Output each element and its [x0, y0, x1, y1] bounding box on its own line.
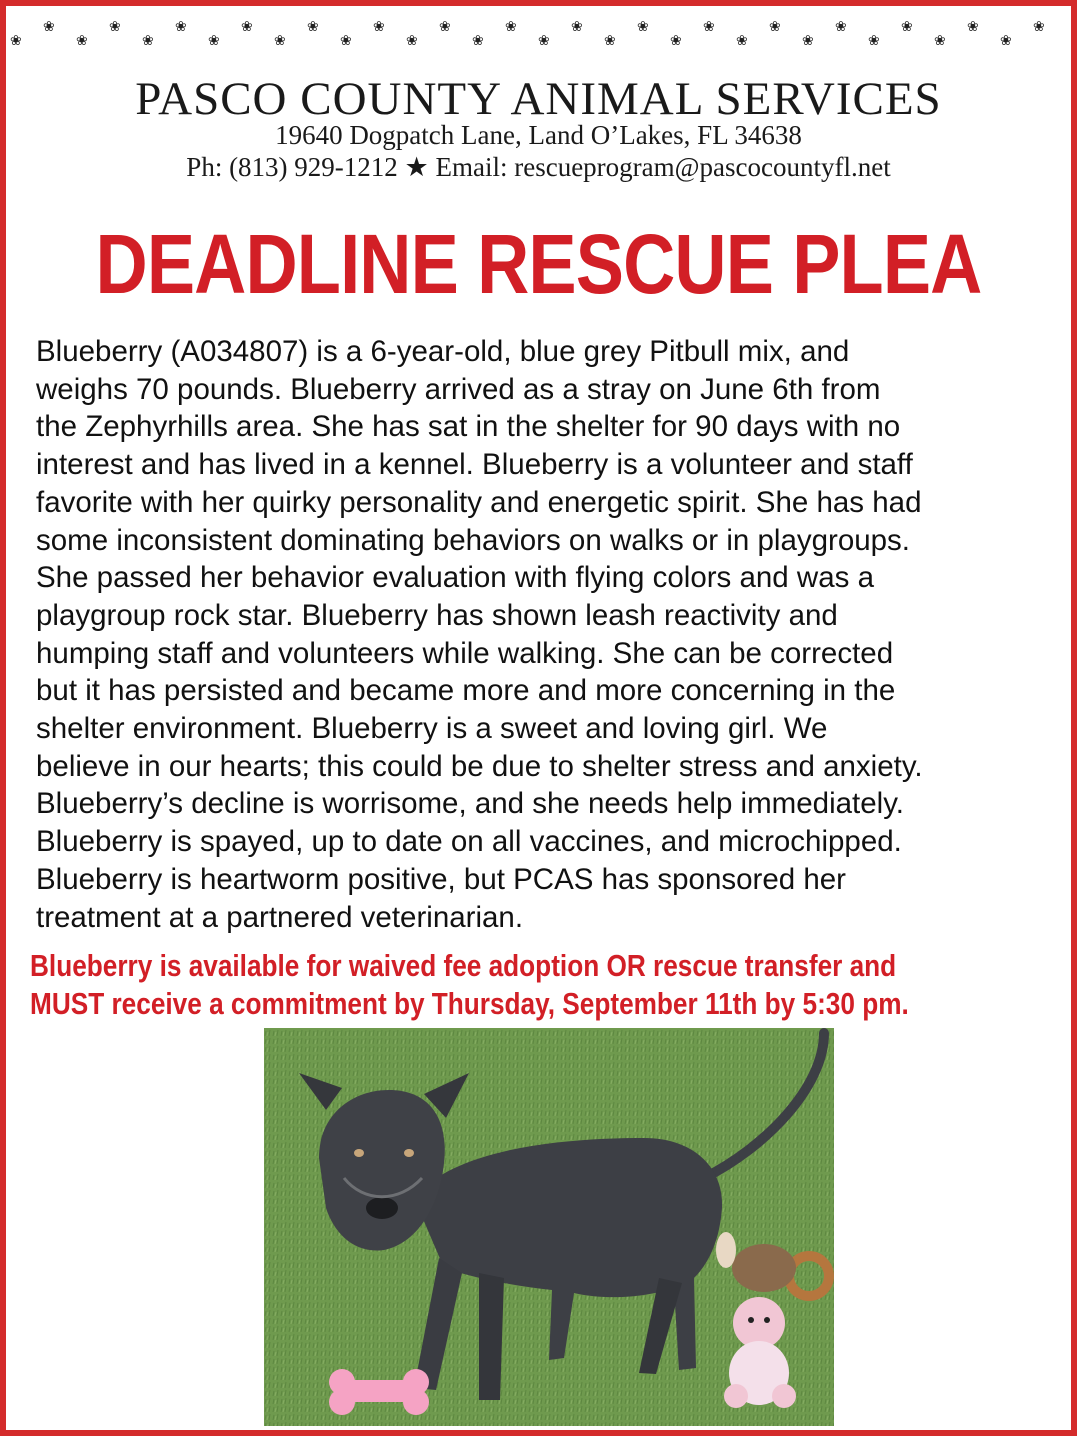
story-line: Blueberry is spayed, up to date on all vaccines, and microchipped. [36, 825, 902, 859]
paw-print-icon: ❀ [76, 33, 88, 49]
organization-name: PASCO COUNTY ANIMAL SERVICES [135, 73, 942, 125]
story-line: She passed her behavior evaluation with flying colors and was a [36, 561, 874, 595]
story-line: Blueberry’s decline is worrisome, and she needs help immediately. [36, 787, 904, 821]
story-line: the Zephyrhills area. She has sat in the shelter for 90 days with no [36, 410, 901, 444]
paw-print-icon: ❀ [571, 19, 583, 35]
dog-photo-icon [264, 1028, 834, 1426]
paw-print-icon: ❀ [769, 19, 781, 35]
deadline-notice [30, 947, 909, 1023]
contact-line: Ph: (813) 929-1212 ★ Email: rescueprogram@pascocountyfl.net [186, 152, 891, 182]
story-line: believe in our hearts; this could be due to shelter stress and anxiety. [36, 749, 923, 783]
story-line: Blueberry is heartworm positive, but PCAS has sponsored her [36, 862, 846, 896]
paw-print-icon: ❀ [868, 33, 880, 49]
paw-print-icon: ❀ [307, 19, 319, 35]
paw-print-icon: ❀ [439, 19, 451, 35]
paw-print-icon: ❀ [274, 33, 286, 49]
story-line: favorite with her quirky personality and energetic spirit. She has had [36, 485, 922, 519]
paw-print-icon: ❀ [142, 33, 154, 49]
address-line: 19640 Dogpatch Lane, Land O’Lakes, FL 34638 [275, 120, 802, 150]
dog-nose [366, 1197, 398, 1219]
paw-print-icon: ❀ [901, 19, 913, 35]
paw-print-icon: ❀ [538, 33, 550, 49]
paw-print-icon: ❀ [406, 33, 418, 49]
paw-print-icon: ❀ [175, 19, 187, 35]
paw-print-icon: ❀ [10, 33, 22, 49]
paw-print-icon: ❀ [241, 19, 253, 35]
dog-eye [354, 1149, 364, 1157]
paw-print-icon: ❀ [637, 19, 649, 35]
paw-print-icon: ❀ [208, 33, 220, 49]
paw-print-icon: ❀ [802, 33, 814, 49]
paw-print-icon: ❀ [835, 19, 847, 35]
deadline-line: Blueberry is available for waived fee adoption OR rescue transfer and [30, 948, 897, 983]
description-text [36, 333, 1056, 936]
paw-print-icon: ❀ [670, 33, 682, 49]
story-line: some inconsistent dominating behaviors on walks or in playgroups. [36, 523, 910, 557]
story-line: treatment at a partnered veterinarian. [36, 900, 524, 934]
paw-print-icon: ❀ [340, 33, 352, 49]
story-line: interest and has lived in a kennel. Blueberry is a volunteer and staff [36, 448, 913, 482]
paw-print-icon: ❀ [472, 33, 484, 49]
story-line: Blueberry (A034807) is a 6-year-old, blue grey Pitbull mix, and [36, 335, 850, 368]
story-line: but it has persisted and became more and more concerning in the [36, 674, 896, 708]
paw-print-icon: ❀ [109, 19, 121, 35]
dog-photo [264, 1028, 834, 1426]
paw-print-icon: ❀ [604, 33, 616, 49]
story-line: humping staff and volunteers while walking. She can be corrected [36, 636, 894, 670]
paw-print-icon: ❀ [703, 19, 715, 35]
dog-front-leg [479, 1273, 504, 1400]
page-title: DEADLINE RESCUE PLEA [95, 217, 982, 311]
story-line: shelter environment. Blueberry is a sweet and loving girl. We [36, 712, 828, 746]
paw-print-icon: ❀ [505, 19, 517, 35]
deadline-line: MUST receive a commitment by Thursday, September 11th by 5:30 pm. [30, 986, 909, 1021]
story-line: playgroup rock star. Blueberry has shown leash reactivity and [36, 598, 838, 632]
story-line: weighs 70 pounds. Blueberry arrived as a stray on June 6th from [36, 372, 881, 406]
paw-print-border [10, 12, 1067, 60]
paw-print-icon: ❀ [1000, 33, 1012, 49]
paw-print-icon: ❀ [43, 19, 55, 35]
paw-print-icon: ❀ [373, 19, 385, 35]
paw-print-icon: ❀ [736, 33, 748, 49]
paw-print-icon: ❀ [934, 33, 946, 49]
paw-print-icon: ❀ [967, 19, 979, 35]
dog-eye [404, 1149, 414, 1157]
paw-print-icon: ❀ [1033, 19, 1045, 35]
